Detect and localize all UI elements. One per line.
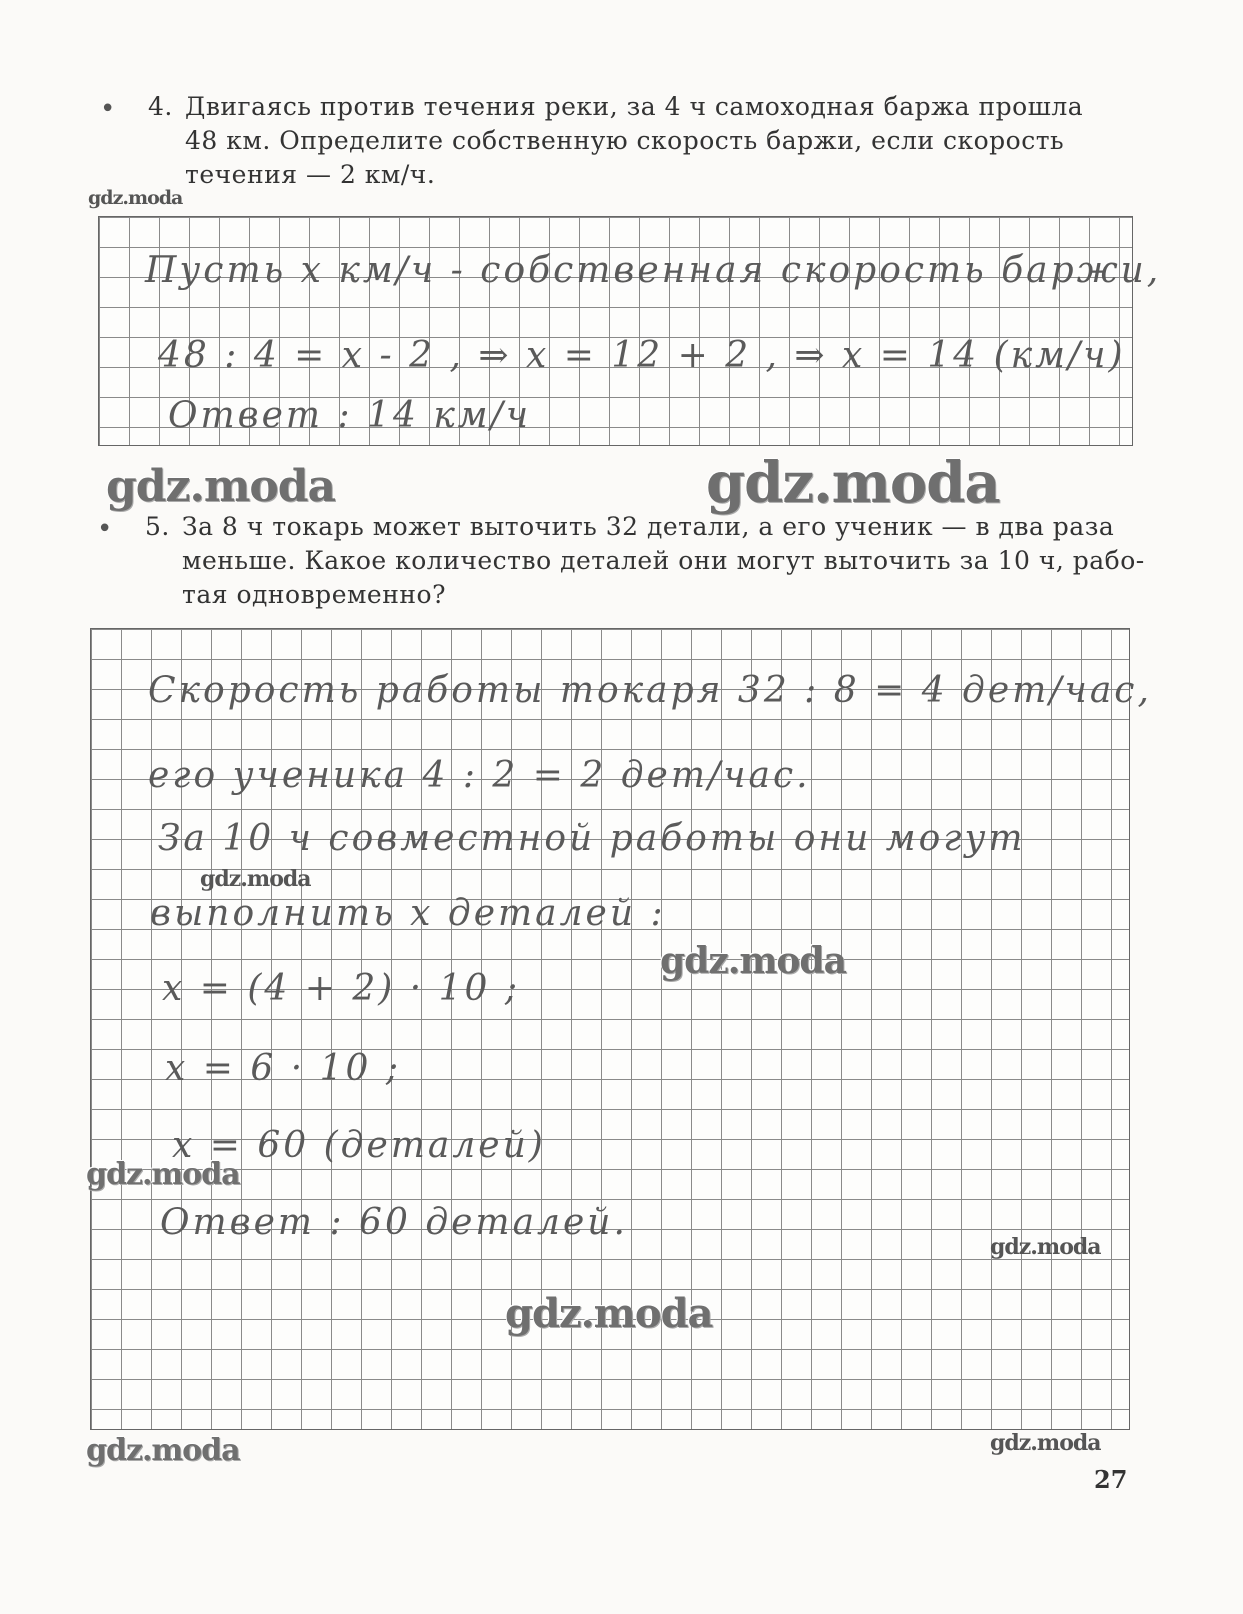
problem-line: 48 км. Определите собственную скорость баржи, если скорость (185, 126, 1065, 155)
bullet-icon: • (100, 94, 116, 124)
problem-number: 4. (148, 92, 173, 121)
watermark: gdz.moda (88, 187, 183, 209)
handwritten-line: x = 60 (деталей) (172, 1125, 546, 1166)
handwritten-line: выполнить x деталей : (150, 893, 666, 934)
problem-line: течения — 2 км/ч. (185, 160, 436, 189)
problem-line: тая одновременно? (182, 580, 447, 609)
problem-line: меньше. Какое количество деталей они могут выточить за 10 ч, рабо- (182, 546, 1145, 575)
watermark: gdz.moda (86, 1157, 240, 1192)
watermark: gdz.moda (106, 461, 336, 512)
handwritten-line: Скорость работы токаря 32 : 8 = 4 дет/час, (148, 670, 1152, 711)
handwritten-line: Ответ : 14 км/ч (168, 395, 532, 436)
watermark: gdz.moda (505, 1290, 713, 1337)
handwritten-line: 48 : 4 = x - 2 , ⇒ x = 12 + 2 , ⇒ x = 14 (км/ч) (158, 335, 1126, 376)
watermark: gdz.moda (990, 1430, 1101, 1456)
watermark: gdz.moda (660, 940, 846, 982)
watermark: gdz.moda (990, 1234, 1101, 1260)
watermark: gdz.moda (86, 1433, 240, 1468)
handwritten-line: За 10 ч совместной работы они могут (158, 818, 1026, 859)
handwritten-line: Пусть x км/ч - собственная скорость баржи, (145, 250, 1162, 291)
handwritten-line: x = 6 · 10 ; (165, 1048, 401, 1089)
handwritten-line: его ученика 4 : 2 = 2 дет/час. (148, 755, 811, 796)
watermark: gdz.moda (200, 866, 311, 892)
problem-line: Двигаясь против течения реки, за 4 ч самоходная баржа прошла (185, 92, 1084, 121)
page-number: 27 (1094, 1465, 1128, 1494)
watermark: gdz.moda (706, 450, 1000, 516)
handwritten-line: Ответ : 60 деталей. (160, 1202, 628, 1243)
bullet-icon: • (97, 514, 113, 544)
problem-number: 5. (145, 512, 170, 541)
problem-line: За 8 ч токарь может выточить 32 детали, а его ученик — в два раза (182, 512, 1115, 541)
handwritten-line: x = (4 + 2) · 10 ; (162, 968, 521, 1009)
